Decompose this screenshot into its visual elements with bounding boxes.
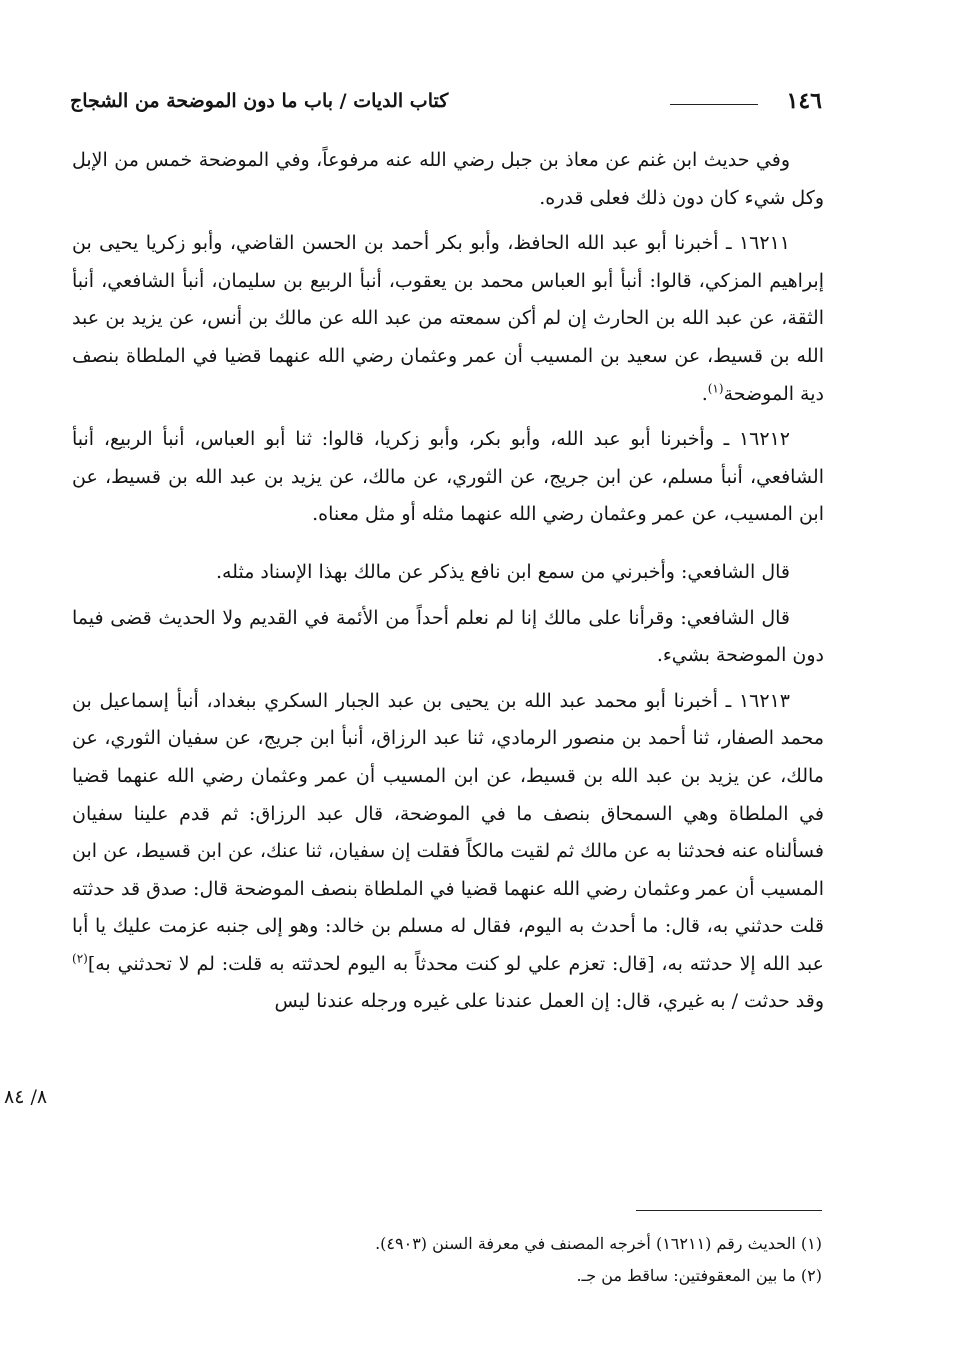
page-number: ١٤٦: [786, 88, 822, 114]
paragraph-intro: وفي حديث ابن غنم عن معاذ بن جبل رضي الله عنه مرفوعاً، وفي الموضحة خمس من الإبل وكل شيء كان دون ذلك فعلى قدره.: [72, 149, 824, 209]
shafii-statement-1: قال الشافعي: وأخبرني من سمع ابن نافع يذكر عن مالك بهذا الإسناد مثله.: [215, 560, 790, 583]
header-rule: [670, 104, 758, 105]
footnote-1: (١) الحديث رقم (١٦٢١١) أخرجه المصنف في معرفة السنن (٤٩٠٣).: [375, 1234, 822, 1253]
margin-page-reference: ٨/ ٨٤: [4, 1086, 48, 1108]
page-header: [70, 86, 822, 120]
footnote-2: (٢) ما بين المعقوفتين: ساقط من جـ.: [576, 1266, 822, 1285]
hadith-16212: ١٦٢١٢ ـ وأخبرنا أبو عبد الله، وأبو بكر، وأبو زكريا، قالوا: ثنا أبو العباس، أنبأ الربيع، أنبأ الشافعي، أنبأ مسلم، عن ابن جريج، عن الثوري، عن مالك، عن يزيد بن عبد الله بن قسيط، عن ابن المسيب، عن عمر وعثمان رضي الله عنهما مثله أو مثل معناه.: [72, 428, 824, 526]
running-title: كتاب الديات / باب ما دون الموضحة من الشجاج: [70, 90, 449, 112]
hadith-16213: ١٦٢١٣ ـ أخبرنا أبو محمد عبد الله بن يحيى بن عبد الجبار السكري ببغداد، أنبأ إسماعيل بن محمد الصفار، ثنا أحمد بن منصور الرمادي، ثنا عبد الرزاق، أنبأ ابن جريج، عن سفيان الثوري، عن مالك، عن يزيد بن عبد الله بن قسيط، عن ابن المسيب أن عمر وعثمان رضي الله عنهما قضيا في الملطاة وهي السمحاق بنصف ما في الموضحة، قال عبد الرزاق: ثم قدم علينا سفيان فسألناه عنه فحدثنا به عن مالك ثم لقيت مالكاً فقلت إن سفيان، ثنا عنك، عن ابن قسيط، عن ابن المسيب أن عمر وعثمان رضي الله عنهما قضيا في الملطاة بنصف الموضحة قال: صدق قد حدثته قلت حدثني به، قال: ما أحدث به اليوم، فقال له مسلم بن خالد: وهو إلى جنبه عزمت عليك يا أبا عبد الله إلا حدثته به، [قال: تعزم علي لو كنت محدثاً به اليوم لحدثته به قلت: لم لا تحدثني به]$^{(٢)}$ وقد حدثت / به غيري، قال: إن العمل عندنا على غيره ورجله عندنا ليس: [72, 689, 824, 1013]
footnote-ref-1: (١): [707, 381, 724, 396]
footnote-ref-2: (٢): [72, 951, 88, 966]
main-text: [72, 142, 824, 1029]
shafii-statement-2: قال الشافعي: وقرأنا على مالك إنا لم نعلم أحداً من الأئمة في القديم ولا الحديث قضى فيما دون الموضحة بشيء.: [72, 606, 824, 667]
footnote-separator: [636, 1210, 822, 1211]
hadith-16211: ١٦٢١١ ـ أخبرنا أبو عبد الله الحافظ، وأبو بكر أحمد بن الحسن القاضي، وأبو زكريا يحيى بن إبراهيم المزكي، قالوا: أنبأ أبو العباس محمد بن يعقوب، أنبأ الربيع بن سليمان، أنبأ الشافعي، أنبأ الثقة، عن عبد الله بن الحارث إن لم أكن سمعته من عبد الله عن مالك بن أنس، عن يزيد بن عبد الله بن قسيط، عن سعيد بن المسيب أن عمر وعثمان رضي الله عنهما قضيا في الملطاة بنصف دية الموضحة$^{(١)}$.: [72, 232, 824, 405]
footnotes: [132, 1228, 822, 1292]
